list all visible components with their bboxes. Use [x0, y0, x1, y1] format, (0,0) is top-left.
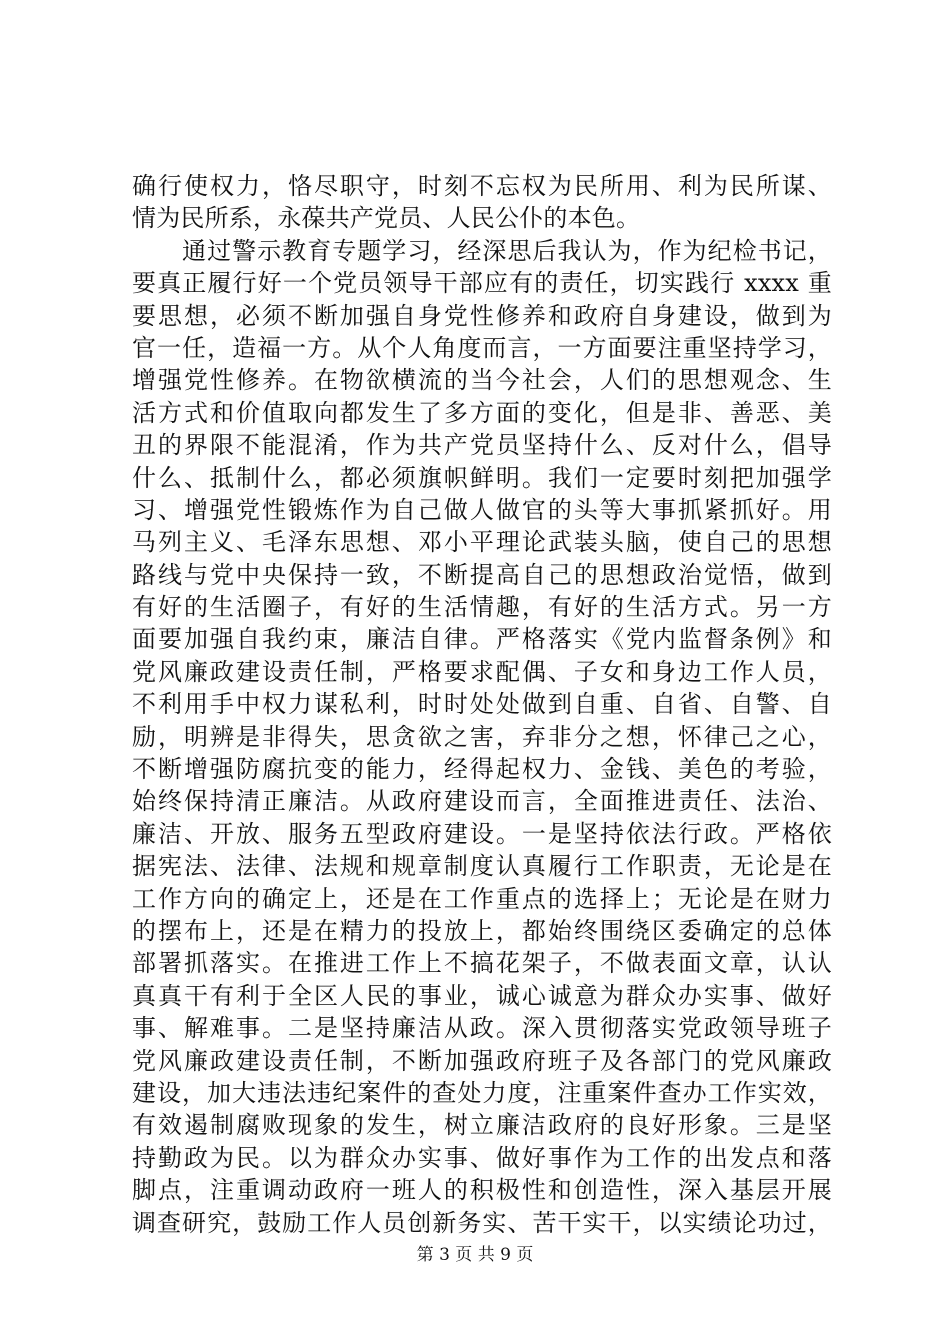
- text-line: 要真正履行好一个党员领导干部应有的责任，切实践行 xxxx 重: [132, 269, 832, 298]
- text-line: 廉洁、开放、服务五型政府建设。一是坚持依法行政。严格依: [132, 819, 832, 848]
- text-line: 通过警示教育专题学习，经深思后我认为，作为纪检书记，: [132, 236, 832, 265]
- text-line: 马列主义、毛泽东思想、邓小平理论武装头脑，使自己的思想: [132, 528, 832, 557]
- text-line: 工作方向的确定上，还是在工作重点的选择上；无论是在财力: [132, 884, 832, 913]
- text-line: 部署抓落实。在推进工作上不搞花架子，不做表面文章，认认: [132, 949, 832, 978]
- text-line: 路线与党中央保持一致，不断提高自己的思想政治觉悟，做到: [132, 560, 832, 589]
- text-line: 持勤政为民。以为群众办实事、做好事作为工作的出发点和落: [132, 1143, 832, 1172]
- text-line: 习、增强党性锻炼作为自己做人做官的头等大事抓紧抓好。用: [132, 495, 832, 524]
- page-footer: 第 3 页 共 9 页: [416, 1245, 534, 1265]
- text-line: 官一任，造福一方。从个人角度而言，一方面要注重坚持学习，: [132, 333, 832, 362]
- text-line: 要思想，必须不断加强自身党性修养和政府自身建设，做到为: [132, 301, 832, 330]
- text-line: 真真干有利于全区人民的事业，诚心诚意为群众办实事、做好: [132, 981, 832, 1010]
- text-line: 调查研究，鼓励工作人员创新务实、苦干实干，以实绩论功过，: [132, 1208, 832, 1237]
- text-line: 不利用手中权力谋私利，时时处处做到自重、自省、自警、自: [132, 690, 832, 719]
- text-line: 据宪法、法律、法规和规章制度认真履行工作职责，无论是在: [132, 852, 832, 881]
- text-line: 的摆布上，还是在精力的投放上，都始终围绕区委确定的总体: [132, 916, 832, 945]
- body-text: [132, 170, 832, 1239]
- text-line: 党风廉政建设责任制，严格要求配偶、子女和身边工作人员，: [132, 657, 832, 686]
- text-line: 不断增强防腐抗变的能力，经得起权力、金钱、美色的考验，: [132, 755, 832, 784]
- text-line: 建设，加大违法违纪案件的查处力度，注重案件查办工作实效，: [132, 1078, 832, 1107]
- text-line: 党风廉政建设责任制，不断加强政府班子及各部门的党风廉政: [132, 1046, 832, 1075]
- text-line: 增强党性修养。在物欲横流的当今社会，人们的思想观念、生: [132, 366, 832, 395]
- text-line: 事、解难事。二是坚持廉洁从政。深入贯彻落实党政领导班子: [132, 1014, 832, 1043]
- text-line: 活方式和价值取向都发生了多方面的变化，但是非、善恶、美: [132, 398, 832, 427]
- text-line: 有好的生活圈子，有好的生活情趣，有好的生活方式。另一方: [132, 593, 832, 622]
- text-line: 情为民所系，永葆共产党员、人民公仆的本色。: [132, 204, 641, 233]
- text-line: 脚点，注重调动政府一班人的积极性和创造性，深入基层开展: [132, 1176, 832, 1205]
- text-line: 励，明辨是非得失，思贪欲之害，弃非分之想，怀律己之心，: [132, 722, 832, 751]
- text-line: 面要加强自我约束，廉洁自律。严格落实《党内监督条例》和: [132, 625, 832, 654]
- text-line: 始终保持清正廉洁。从政府建设而言，全面推进责任、法治、: [132, 787, 832, 816]
- text-line: 有效遏制腐败现象的发生，树立廉洁政府的良好形象。三是坚: [132, 1111, 832, 1140]
- text-line: 丑的界限不能混淆，作为共产党员坚持什么、反对什么，倡导: [132, 431, 832, 460]
- text-line: 什么、抵制什么，都必须旗帜鲜明。我们一定要时刻把加强学: [132, 463, 832, 492]
- text-line: 确行使权力，恪尽职守，时刻不忘权为民所用、利为民所谋、: [132, 172, 832, 200]
